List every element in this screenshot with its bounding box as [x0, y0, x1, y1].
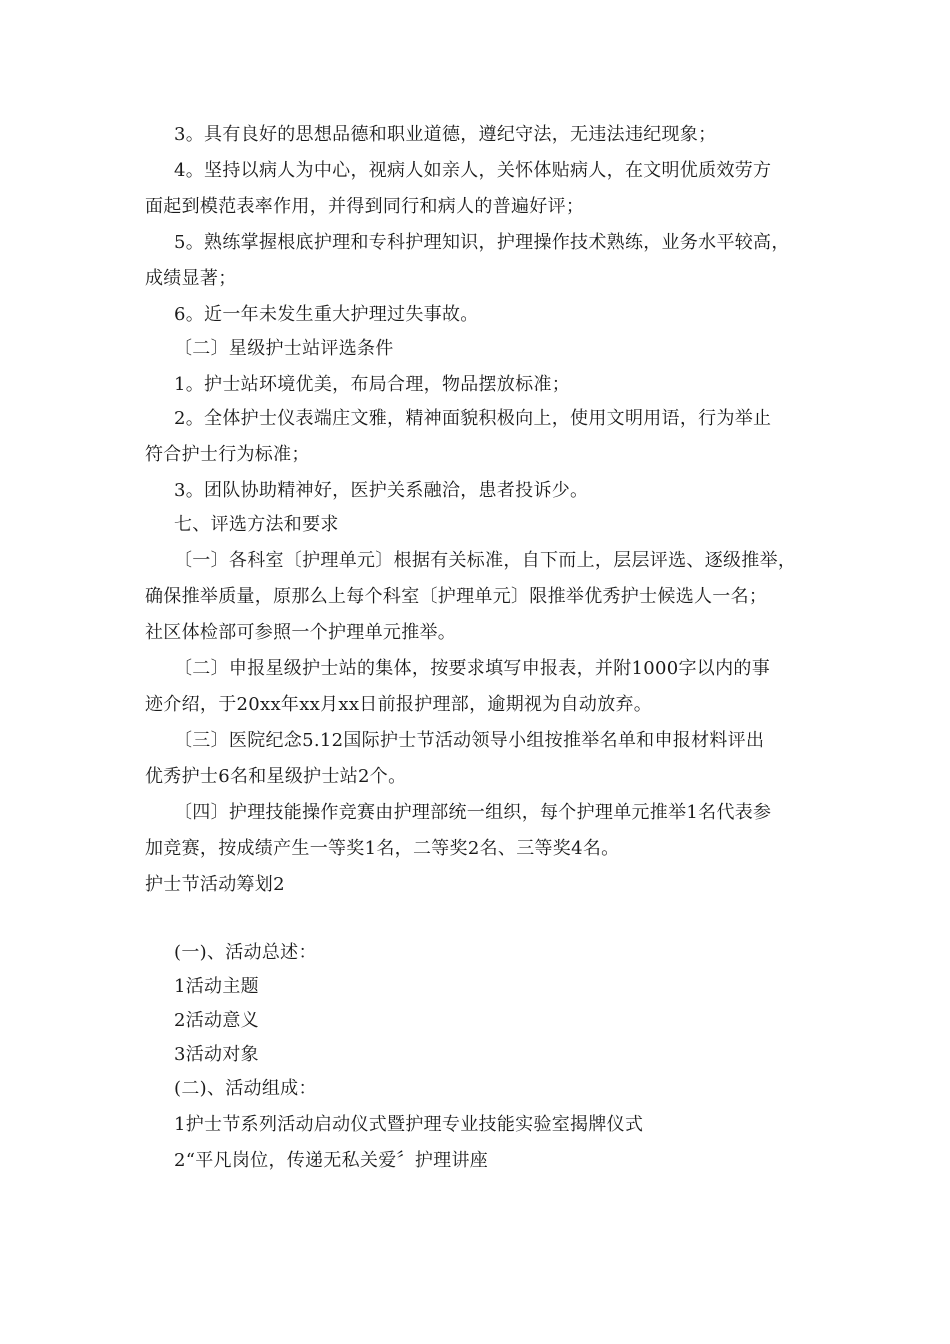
document-title: 护士节活动筹划2: [145, 874, 285, 895]
text-line: 优秀护士6名和星级护士站2个。: [145, 766, 407, 787]
text-line: 〔二〕申报星级护士站的集体，按要求填写申报表，并附1000字以内的事: [174, 658, 771, 679]
list-item: 1活动主题: [174, 976, 259, 997]
text-line: 成绩显著；: [145, 268, 237, 289]
text-line: 5。熟练掌握根底护理和专科护理知识，护理操作技术熟练，业务水平较高，: [174, 232, 790, 253]
text-line: 〔四〕护理技能操作竞赛由护理部统一组织，每个护理单元推举1名代表参: [174, 802, 772, 823]
section-heading: 〔二〕星级护士站评选条件: [174, 338, 394, 359]
list-item: 1护士节系列活动启动仪式暨护理专业技能实验室揭牌仪式: [174, 1114, 644, 1135]
text-line: 加竞赛，按成绩产生一等奖1名，二等奖2名、三等奖4名。: [145, 838, 620, 859]
list-item: 3活动对象: [174, 1044, 259, 1065]
text-line: 〔一〕各科室〔护理单元〕根据有关标准，自下而上，层层评选、逐级推举，: [174, 550, 797, 571]
text-line: 6。近一年未发生重大护理过失事故。: [174, 304, 479, 325]
text-line: 确保推举质量，原那么上每个科室〔护理单元〕限推举优秀护士候选人一名；: [145, 586, 768, 607]
text-line: 2。全体护士仪表端庄文雅，精神面貌积极向上，使用文明用语，行为举止: [174, 408, 772, 429]
text-line: 迹介绍，于20xx年xx月xx日前报护理部，逾期视为自动放弃。: [145, 694, 653, 715]
section-heading: (一)、活动总述：: [174, 942, 317, 963]
section-heading: (二)、活动组成：: [174, 1078, 317, 1099]
text-line: 〔三〕医院纪念5.12国际护士节活动领导小组按推举名单和申报材料评出: [174, 730, 765, 751]
list-item: 2活动意义: [174, 1010, 259, 1031]
list-item: 2“平凡岗位，传递无私关爱〞护理讲座: [174, 1150, 489, 1171]
text-line: 面起到模范表率作用，并得到同行和病人的普遍好评；: [145, 196, 585, 217]
text-line: 1。护士站环境优美，布局合理，物品摆放标准；: [174, 374, 571, 395]
section-heading: 七、评选方法和要求: [174, 514, 339, 535]
text-line: 3。具有良好的思想品德和职业道德，遵纪守法，无违法违纪现象；: [174, 124, 717, 145]
text-line: 3。团队协助精神好，医护关系融洽，患者投诉少。: [174, 480, 589, 501]
text-line: 社区体检部可参照一个护理单元推举。: [145, 622, 457, 643]
text-line: 符合护士行为标准；: [145, 444, 310, 465]
text-line: 4。坚持以病人为中心，视病人如亲人，关怀体贴病人，在文明优质效劳方: [174, 160, 772, 181]
